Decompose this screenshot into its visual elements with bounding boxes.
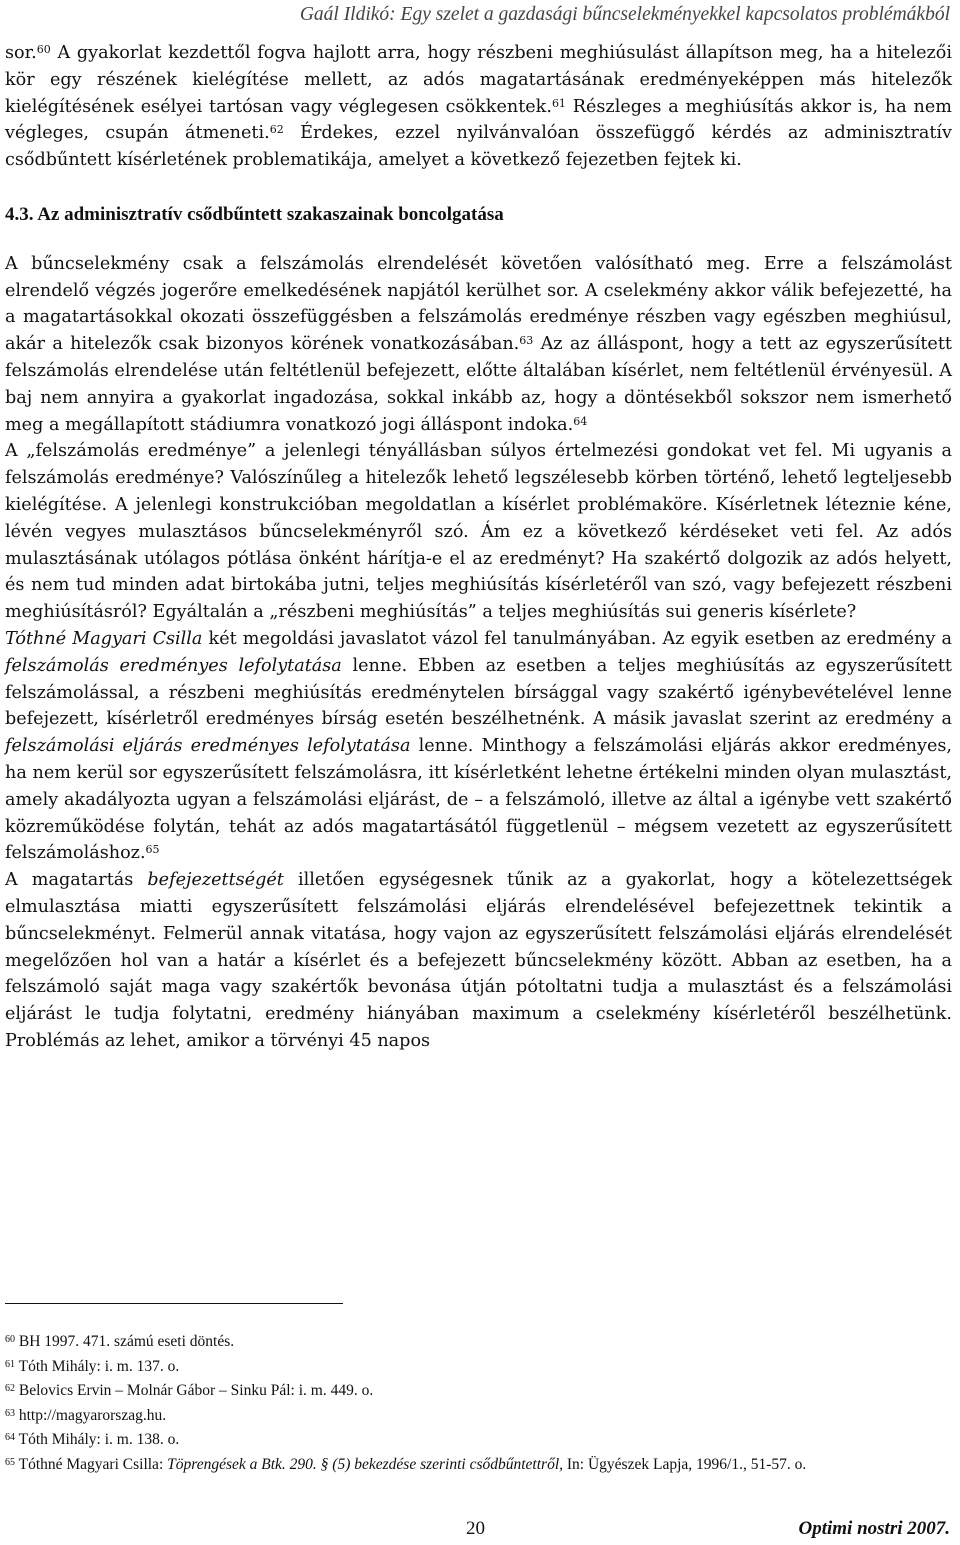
paragraph-1 — [5, 40, 952, 174]
paragraph-3: A „felszámolás eredménye” a jelenlegi tényállásban súlyos értelmezési gondokat vet fel. Mi ugyanis a felszámolás eredménye? Valószínűleg a hitelezők lehető legszélesebb körben történő, lehető legteljesebb kielégítése. A jelenlegi konstrukcióban megoldatlan a kísérlet problémaköre. Kísérletnek léteznie kéne, lévén vegyes mulasztásos bűncselekményről szó. Ám ez a következő kérdéseket veti fel. Az adós mulasztásának utólagos pótlása önként hárítja-e el az eredményt? Ha szakértő dolgozik az adós helyett, és nem tud minden adat birtokába jutni, teljes meghiúsítás kísérletéről van szó, vagy befejezett részbeni meghiúsításról? Egyáltalán a „részbeni meghiúsítás” a teljes meghiúsítás sui generis kísérlete? — [5, 441, 952, 623]
footnote-link[interactable]: http://magyarorszag.hu. — [18, 1406, 167, 1424]
text: Érdekes, ezzel nyilvánvalóan összefüggő kérdés az adminisztratív csődbűntett kísérletének problematikája, amelyet a következő fejezetben fejtek ki. — [5, 123, 952, 171]
footnote-number: 62 — [5, 1383, 15, 1395]
text: A magatartás — [5, 870, 148, 891]
footnotes — [5, 1330, 952, 1478]
footnote — [5, 1355, 952, 1380]
text: lenne. Minthogy a felszámolási eljárás akkor eredményes, ha nem kerül sor egyszerűsített felszámolásra, itt kísérletként lehetne értékelni minden olyan mulasztást, amely akadályozta ugyan a felszámolási eljárást, de – a felszámoló, illetve az által a igénybe vett szakértő közreműködése folytán, tehát az adós magatartásától függetlenül – mégsem vezetett az egyszerűsített felszámoláshoz. — [5, 736, 952, 864]
text: A bűncselekmény csak a felszámolás elrendelését követően valósítható meg. Erre a felszámolást elrendelő végzés jogerőre emelkedésének napjától kerülhet sor. A cselekmény akkor válik befejezetté, ha a magatartásokkal okozati összefüggésben a felszámolás eredménye részben vagy egészben meghiúsul, akár a hitelezők csak bizonyos körének vonatkozásában. — [5, 253, 952, 355]
footnote — [5, 1379, 952, 1404]
text: sor. — [5, 43, 37, 63]
text: Részleges a meghiúsítás akkor is, ha nem végleges, csupán átmeneti. — [5, 96, 952, 144]
footnote-text: Belovics Ervin – Molnár Gábor – Sinku Pál: i. m. 449. o. — [18, 1382, 374, 1400]
footnote-number: 64 — [5, 1432, 15, 1444]
footnote-text: Tóth Mihály: i. m. 138. o. — [18, 1431, 180, 1449]
text: Az az álláspont, hogy a tett az egyszerűsített felszámolás elrendelése után feltétlenül befejezett, előtte általában kísérlet, nem feltétlenül érvényesül. A baj nem annyira a gyakorlat ingadozása, sokkal inkább az, hogy a döntésekből sokszor nem ismerhető meg a megállapított stádiumra vonatkozó jogi álláspont indoka. — [5, 334, 952, 435]
footnote — [5, 1330, 952, 1355]
paragraph-2 — [5, 251, 952, 439]
page-number: 20 — [466, 1518, 485, 1539]
running-header: Gaál Ildikó: Egy szelet a gazdasági bűncselekményekkel kapcsolatos problémákból — [299, 4, 950, 25]
paragraph-5 — [5, 867, 952, 1055]
footnote-separator — [5, 1303, 343, 1304]
section-heading: 4.3. Az adminisztratív csődbűntett szakaszainak boncolgatása — [5, 203, 504, 225]
footnote — [5, 1453, 952, 1478]
text: két megoldási javaslatot vázol fel tanulmányában. Az egyik esetben az eredmény a — [202, 628, 953, 649]
text: lenne. Ebben az esetben a teljes meghiúsítás az egyszerűsített felszámolással, a részbeni meghiúsítás eredménytelen bírsággal vagy szakértő igénybevételével lenne befejezett, kísérletről eredményes bírság esetén beszélhetnénk. A másik javaslat szerint az eredmény a — [5, 655, 953, 730]
footnote-number: 63 — [5, 1407, 15, 1419]
footnote-ref[interactable]: 62 — [269, 123, 284, 137]
footnote-number: 60 — [5, 1334, 15, 1345]
footnote-title: Töprengések a Btk. 290. § (5) bekezdése szerinti csődbűntettről, — [167, 1455, 564, 1473]
footnote-text: In: Ügyészek Lapja, 1996/1., 51-57. o. — [563, 1455, 807, 1473]
footnote-ref[interactable]: 60 — [36, 43, 51, 56]
emphasis: befejezettségét — [147, 870, 284, 891]
text: illetően egységesnek tűnik az a gyakorlat, hogy a kötelezettségek elmulasztása miatti egyszerűsített felszámolási eljárás elrendelésével befejezettnek tekintik a bűncselekményt. Felmerül annak vitatása, hogy vajon az egyszerűsített felszámolási eljárás elrendelését megelőzően hol van a határ a kísérlet és a befejezett bűncselekmény között. Abban az esetben, ha a felszámoló saját maga vagy szakértők bevonása útján pótoltatni tudja a mulasztást és a felszámolási eljárást le tudja folytatni, eredmény hiányában maximum a cselekmény kísérletéről beszélhetünk. Problémás az lehet, amikor a törvényi 45 napos — [5, 870, 952, 1051]
footnote-text: Tóth Mihály: i. m. 137. o. — [18, 1357, 180, 1375]
footnote-number: 65 — [5, 1456, 15, 1468]
footnote-ref[interactable]: 65 — [145, 843, 160, 857]
author-name: Tóthné Magyari Csilla — [5, 628, 203, 649]
emphasis: felszámolás eredményes lefolytatása — [5, 655, 342, 676]
emphasis: felszámolási eljárás eredményes lefolytatása — [5, 736, 411, 757]
footnote-ref[interactable]: 63 — [519, 334, 534, 348]
text: A gyakorlat kezdettől fogva hajlott arra, hogy részbeni meghiúsulást állapítson meg, ha a hitelezői kör egy részének kielégítése mellett, az adós magatartásának eredményeképpen más hitelezők kielégítésének esélyei tartósan vagy véglegesen csökkentek. — [5, 43, 952, 117]
footnote-ref[interactable]: 64 — [573, 414, 588, 428]
paragraph-4 — [5, 626, 952, 867]
footer-motto: Optimi nostri 2007. — [798, 1518, 950, 1539]
footnote-text: BH 1997. 471. számú eseti döntés. — [18, 1333, 235, 1350]
footnote-text: Tóthné Magyari Csilla: — [18, 1455, 168, 1473]
main-text — [5, 40, 952, 1055]
footnote-number: 61 — [5, 1358, 15, 1370]
footnote — [5, 1428, 952, 1453]
footnote — [5, 1404, 952, 1429]
footnote-ref[interactable]: 61 — [551, 96, 566, 110]
